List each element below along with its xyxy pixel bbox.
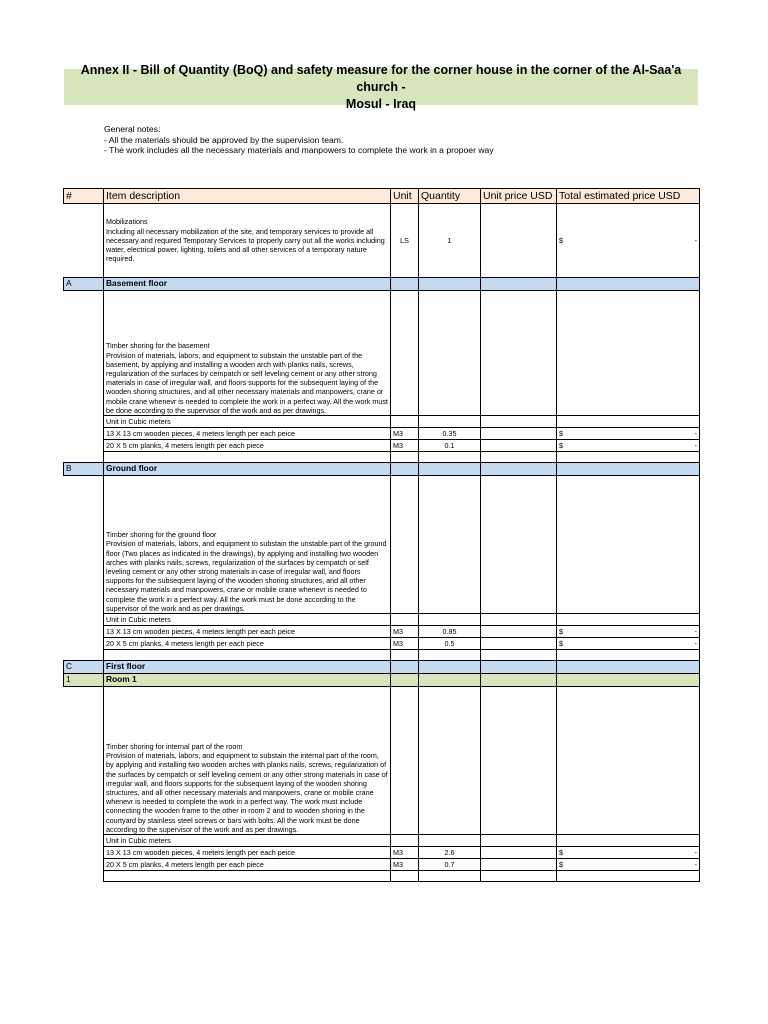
mobilization-title: Mobilizations — [106, 217, 148, 227]
line-quantity: 0.35 — [419, 428, 481, 440]
room-name: Room 1 — [104, 674, 391, 687]
total-value: - — [694, 626, 697, 636]
item-body: Provision of materials, labors, and equipment to substain the unstable part of the basement, by applying and installing a wooden arch with planks nails, screws, regularization of the surfaces by cempatch or self leveling cement or any other strong materials in case of irregular wall, and floors supports for the subsequent laying of the wooden shoring structures, and all other necessary materials and manpowers, crane or mobile crane whenevr is needed to complete the work in a perfect way. All the work must be done according to the supervisor of the work and as per drawings. — [106, 350, 388, 415]
section-name: Ground floor — [104, 463, 391, 476]
line-unit: M3 — [391, 847, 419, 859]
note-item: - The work includes all the necessary materials and manpowers to complete the work in a propoer way — [104, 145, 494, 155]
table-row-item — [64, 291, 700, 416]
unit-note: Unit in Cubic meters — [104, 614, 391, 626]
table-row — [64, 859, 700, 871]
line-unit: M3 — [391, 428, 419, 440]
table-row — [64, 428, 700, 440]
line-quantity: 0.85 — [419, 626, 481, 638]
header-total: Total estimated price USD — [557, 189, 700, 204]
table-row-unit-note — [64, 614, 700, 626]
item-title: Timber shoring for the basement — [106, 341, 210, 351]
mobilization-description — [104, 204, 391, 278]
section-letter: B — [64, 463, 104, 476]
total-value: - — [694, 847, 697, 857]
table-row-unit-note — [64, 416, 700, 428]
unit-note: Unit in Cubic meters — [104, 416, 391, 428]
table-row — [64, 847, 700, 859]
item-title: Timber shoring for the ground floor — [106, 530, 217, 540]
item-description — [104, 476, 391, 614]
currency-symbol: $ — [559, 859, 563, 869]
header-row — [64, 189, 700, 204]
header-quantity: Quantity — [419, 189, 481, 204]
header-unit: Unit — [391, 189, 419, 204]
table-row-empty — [64, 650, 700, 661]
total-value: - — [694, 859, 697, 869]
currency-symbol: $ — [559, 847, 563, 857]
item-title: Timber shoring for internal part of the room — [106, 741, 243, 751]
section-row-ground — [64, 463, 700, 476]
item-body: Provision of materials, labors, and equipment to substain the unstable part of the ground floor (Two places as indicated in the drawings), by applying and installing two wooden arches with planks nails, screws, regularization of the surfaces by cempatch or self leveling cement or any other strong materials in case of irregular wall, and floors supports for the subsequent laying of the wooden shoring structures, and all other necessary materials and manpowers, crane or mobile crane whenevr is needed to complete the work in a perfect way. All the work must be done according to the supervisor of the work and as per drawings. — [106, 539, 387, 613]
line-description: 13 X 13 cm wooden pieces, 4 meters length per each peice — [104, 626, 391, 638]
subsection-row-room-1 — [64, 674, 700, 687]
section-letter: A — [64, 278, 104, 291]
title-line-1: Annex II - Bill of Quantity (BoQ) and safety measure for the corner house in the corner of the Al-Saa'a church - — [80, 62, 682, 94]
line-unit: M3 — [391, 626, 419, 638]
line-description: 20 X 5 cm planks, 4 meters length per each piece — [104, 638, 391, 650]
line-quantity: 0.1 — [419, 440, 481, 452]
section-row-first — [64, 661, 700, 674]
document-title — [64, 62, 698, 111]
currency-symbol: $ — [559, 235, 563, 245]
line-unit: M3 — [391, 638, 419, 650]
notes-heading: General notes: — [104, 124, 161, 134]
currency-symbol: $ — [559, 626, 563, 636]
total-value: - — [694, 235, 697, 245]
boq-table — [63, 188, 700, 882]
item-body: Provision of materials, labors, and equipment to substain the internal part of the room, by applying and installing two wooden arches with planks nails, screws, regularization of the surfaces by cempatch or self leveling cement or any other strong materials in case of irregular wall, and floors supports for the subsequent laying of the wooden shoring structures, and all other necessary materials and manpowers, crane or mobile crane whenevr is needed to complete the work in a perfect way. The work must include connecting the wooden frame to the other in room 2 and to wooden shoring in the courtyard by stainless steel screws or bars with bolts. All the work must be done according to the supervisor of the work and as per drawings. — [106, 751, 388, 834]
unit-note: Unit in Cubic meters — [104, 835, 391, 847]
table-row — [64, 626, 700, 638]
section-name: Basement floor — [104, 278, 391, 291]
table-row-mobilization — [64, 204, 700, 278]
table-row-unit-note — [64, 835, 700, 847]
section-row-basement — [64, 278, 700, 291]
line-description: 13 X 13 cm wooden pieces, 4 meters length per each peice — [104, 847, 391, 859]
line-unit: M3 — [391, 440, 419, 452]
note-item: - All the materials should be approved by the supervision team. — [104, 134, 344, 145]
header-unit-price: Unit price USD — [481, 189, 557, 204]
currency-symbol: $ — [559, 440, 563, 450]
section-letter: C — [64, 661, 104, 674]
line-description: 20 X 5 cm planks, 4 meters length per each piece — [104, 440, 391, 452]
table-row-empty — [64, 871, 700, 882]
general-notes — [104, 124, 494, 156]
room-number: 1 — [64, 674, 104, 687]
line-unit: M3 — [391, 859, 419, 871]
currency-symbol: $ — [559, 428, 563, 438]
line-quantity: 0.7 — [419, 859, 481, 871]
table-row-empty — [64, 452, 700, 463]
table-row — [64, 440, 700, 452]
line-description: 20 X 5 cm planks, 4 meters length per each piece — [104, 859, 391, 871]
line-quantity: 2.6 — [419, 847, 481, 859]
total-value: - — [694, 428, 697, 438]
table-row — [64, 638, 700, 650]
item-description — [104, 291, 391, 416]
mobilization-quantity: 1 — [419, 204, 481, 278]
table-row-item — [64, 687, 700, 835]
total-value: - — [694, 638, 697, 648]
item-description — [104, 687, 391, 835]
table-row-item — [64, 476, 700, 614]
header-num: # — [64, 189, 104, 204]
total-value: - — [694, 440, 697, 450]
title-line-2: Mosul - Iraq — [345, 96, 417, 111]
currency-symbol: $ — [559, 638, 563, 648]
mobilization-body: Including all necessary mobilization of the site, and temporary services to provide all necessary and required Temporary Services to properly carry out all the works including water, electrical power, lighting, toilets and all other services of a temporary nature required. — [106, 226, 385, 264]
header-description: Item description — [104, 189, 391, 204]
section-name: First floor — [104, 661, 391, 674]
line-description: 13 X 13 cm wooden pieces, 4 meters length per each peice — [104, 428, 391, 440]
line-quantity: 0.5 — [419, 638, 481, 650]
mobilization-unit: LS — [391, 204, 419, 278]
